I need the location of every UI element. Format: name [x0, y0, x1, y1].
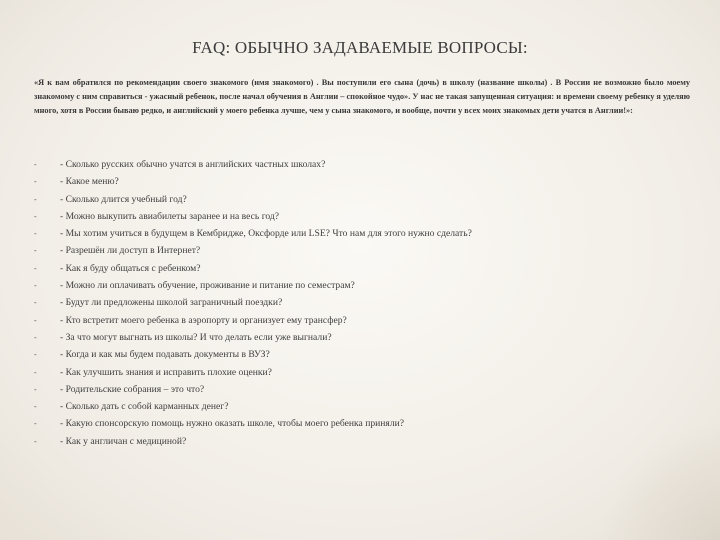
question-text: - Можно выкупить авиабилеты заранее и на весь год? [60, 210, 280, 222]
bullet-dash: - [34, 194, 37, 204]
bullet-dash: - [34, 315, 37, 325]
question-text: - Как улучшить знания и исправить плохие оценки? [60, 366, 272, 378]
bullet-dash: - [34, 298, 37, 308]
question-item [34, 191, 694, 208]
question-text: - Какое меню? [60, 176, 119, 188]
question-item [34, 415, 694, 432]
intro-paragraph: «Я к вам обратился по рекомендации своего знакомого (имя знакомого) . Вы поступили его сына (дочь) в школу (название школы) . В России не возможно было моему знакомому с ним справиться - ужасный ребенок, после начал обучения в Англии – спокойное чудо». У нас не такая запущенная ситуация: и времени своему ребенку я уделяю много, хотя в России бываю редко, и английский у моего ребенка лучше, чем у сына знакомого, и вообще, почти у всех моих знакомых дети учатся в Англии!»: [34, 78, 690, 115]
question-item [34, 329, 694, 346]
question-item [34, 398, 694, 415]
question-item [34, 294, 694, 311]
bullet-dash: - [34, 436, 37, 446]
bullet-dash: - [34, 350, 37, 360]
bullet-dash: - [34, 384, 37, 394]
question-text: - Как я буду общаться с ребенком? [60, 262, 201, 274]
question-text: - Можно ли оплачивать обучение, проживание и питание по семестрам? [60, 280, 355, 292]
bullet-dash: - [34, 246, 37, 256]
page-title: FAQ: ОБЫЧНО ЗАДАВАЕМЫЕ ВОПРОСЫ: [192, 38, 528, 57]
question-text: - Сколько русских обычно учатся в английских частных школах? [60, 159, 326, 170]
question-item [34, 277, 694, 294]
question-item [34, 364, 694, 381]
question-item [34, 156, 694, 173]
question-item [34, 260, 694, 277]
bullet-dash: - [34, 402, 37, 412]
question-item [34, 433, 694, 450]
bullet-dash: - [34, 419, 37, 429]
question-item [34, 225, 694, 242]
question-text: - Какую спонсорскую помощь нужно оказать школе, чтобы моего ребенка приняли? [60, 418, 404, 430]
bullet-dash: - [34, 229, 37, 239]
bullet-dash: - [34, 367, 37, 377]
question-text: - Когда и как мы будем подавать документы в ВУЗ? [60, 349, 270, 361]
question-text: - Сколько дать с собой карманных денег? [60, 401, 229, 413]
question-text: - Родительские собрания – это что? [60, 383, 205, 395]
bullet-dash: - [34, 263, 37, 273]
questions-list [34, 156, 694, 450]
question-item [34, 242, 694, 259]
question-text: - Как у англичан с медициной? [60, 435, 187, 447]
bullet-dash: - [34, 332, 37, 342]
bullet-dash: - [34, 281, 37, 291]
bullet-dash: - [34, 177, 37, 187]
question-item [34, 208, 694, 225]
question-text: - Будут ли предложены школой заграничный поездки? [60, 297, 283, 309]
bullet-dash: - [34, 160, 37, 169]
question-item [34, 312, 694, 329]
question-text: - Кто встретит моего ребенка в аэропорту и организует ему трансфер? [60, 314, 347, 326]
bullet-dash: - [34, 211, 37, 221]
question-item [34, 346, 694, 363]
question-text: - За что могут выгнать из школы? И что делать если уже выгнали? [60, 331, 332, 343]
question-item [34, 173, 694, 190]
question-text: - Сколько длится учебный год? [60, 193, 187, 205]
question-item [34, 381, 694, 398]
question-text: - Мы хотим учиться в будущем в Кембридже, Оксфорде или LSE? Что нам для этого нужно сделать? [60, 228, 472, 240]
question-text: - Разрешён ли доступ в Интернет? [60, 245, 201, 257]
